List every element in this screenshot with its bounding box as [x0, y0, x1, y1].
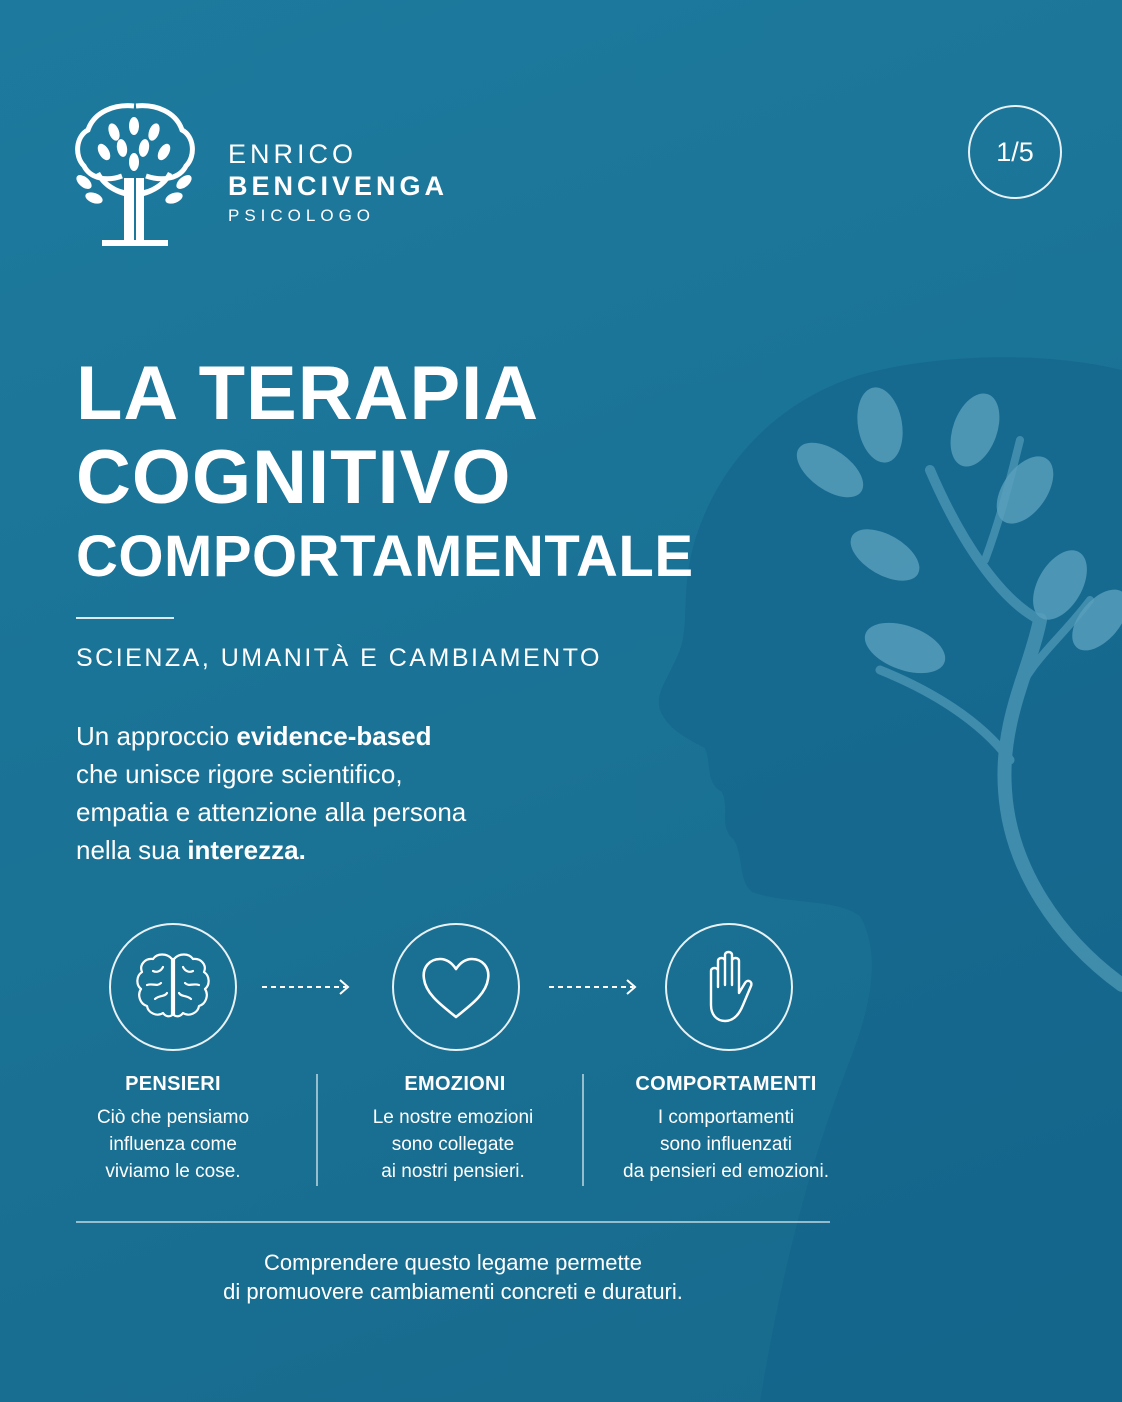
step-1-desc-line: viviamo le cose. — [105, 1161, 241, 1182]
brand-first-name: ENRICO — [228, 139, 358, 169]
step-1-title: PENSIERI — [125, 1073, 221, 1095]
step-2-title: EMOZIONI — [404, 1073, 506, 1095]
step-2-circle — [392, 923, 520, 1051]
column-divider — [582, 1074, 584, 1186]
intro-bold-1: evidence-based — [236, 721, 432, 751]
footer-divider — [76, 1221, 830, 1223]
intro-paragraph — [76, 717, 596, 869]
hand-icon — [667, 925, 791, 1049]
arrow-right-icon — [262, 977, 354, 997]
step-2-desc-line: sono collegate — [391, 1134, 515, 1155]
footer-text — [76, 1248, 830, 1306]
heart-icon — [394, 925, 518, 1049]
title-line-2: COGNITIVO — [76, 435, 512, 520]
subtitle: SCIENZA, UMANITÀ E CAMBIAMENTO — [76, 644, 602, 672]
step-2-desc-line: ai nostri pensieri. — [381, 1161, 525, 1182]
intro-text-1: Un approccio — [76, 721, 237, 751]
intro-text-2: che unisce rigore scientifico, — [76, 759, 403, 789]
title-line-1: LA TERAPIA — [76, 351, 540, 436]
step-3-title: COMPORTAMENTI — [635, 1073, 817, 1095]
step-1-desc — [43, 1104, 303, 1185]
title-line-3: COMPORTAMENTALE — [76, 524, 694, 589]
intro-bold-2: interezza. — [187, 835, 306, 865]
footer-line-2: di promuovere cambiamenti concreti e duraturi. — [223, 1279, 683, 1304]
step-3-circle — [665, 923, 793, 1051]
page-indicator: 1/5 — [968, 105, 1062, 199]
intro-text-4: nella sua — [76, 835, 188, 865]
arrow-right-icon — [549, 977, 641, 997]
step-3-desc-line: da pensieri ed emozioni. — [623, 1161, 829, 1182]
head-silhouette — [659, 357, 1122, 1402]
step-1-desc-line: Ciò che pensiamo — [96, 1107, 250, 1128]
step-2-desc-line: Le nostre emozioni — [372, 1107, 534, 1128]
brain-icon — [111, 925, 235, 1049]
step-2-desc — [323, 1104, 583, 1185]
step-3-desc — [596, 1104, 856, 1185]
brand-last-name: BENCIVENGA — [228, 171, 449, 201]
step-3-desc-line: I comportamenti — [657, 1107, 795, 1128]
step-1-circle — [109, 923, 237, 1051]
step-1-desc-line: influenza come — [109, 1134, 237, 1155]
step-3-desc-line: sono influenzati — [659, 1134, 793, 1155]
page-title — [76, 352, 694, 594]
brand-logo — [70, 100, 470, 260]
title-divider — [76, 617, 174, 619]
intro-text-3: empatia e attenzione alla persona — [76, 797, 467, 827]
footer-line-1: Comprendere questo legame permette — [264, 1250, 642, 1275]
column-divider — [316, 1074, 318, 1186]
brand-role: PSICOLOGO — [228, 206, 376, 225]
tree-icon — [70, 100, 200, 252]
